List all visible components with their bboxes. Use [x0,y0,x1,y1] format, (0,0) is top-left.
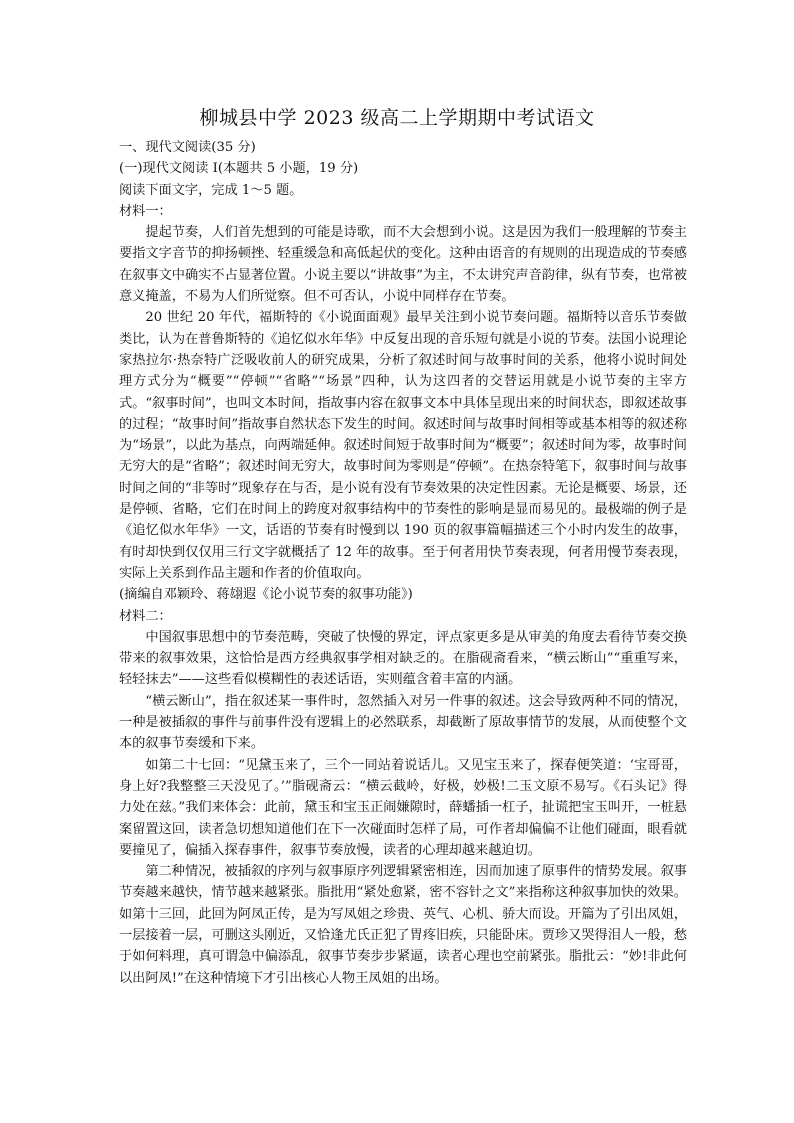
material1-label: 材料一： [119,203,172,219]
subsection-heading: (一)现代文阅读 I(本题共 5 小题，19 分) [119,161,359,177]
material2-paragraph: 如第二十七回：“见黛玉来了，三个一同站着说话儿。又见宝玉来了，探春便笑道：‘宝哥哥，身上好?我整整三天没见了。’”脂砚斋云：“横云截岭，好极，妙极!二玉文原不易写。《石头记》得力处在兹。”我们来体会：此前，黛玉和宝玉正闹嫌隙时，薛蟠插一杠子，扯谎把宝玉叫开，一桩悬案留置这回，读者急切想知道他们在下一次碰面时怎样了局，可作者却偏偏不让他们碰面，眼看就要撞见了，偏插入探春事件，叙事节奏放慢，读者的心理却越来越迫切。 [119,757,687,858]
material1-paragraph: 提起节奏，人们首先想到的可能是诗歌，而不大会想到小说。这是因为我们一般理解的节奏主要指文字音节的抑扬顿挫、轻重缓急和高低起伏的变化。这种由语音的有规则的出现造成的节奏感在叙事文中确实不占显著位置。小说主要以“讲故事”为主，不太讲究声音韵律，纵有节奏，也常被意义掩盖，不易为人们所觉察。但不可否认，小说中同样存在节奏。 [119,225,687,305]
instruction-text: 阅读下面文字，完成 1～5 题。 [119,182,303,198]
material2-paragraph: 中国叙事思想中的节奏范畴，突破了快慢的界定，评点家更多是从审美的角度去看待节奏交换带来的叙事效果，这恰恰是西方经典叙事学相对缺乏的。在脂砚斋看来，“横云断山”“重重写来，轻轻抹去”——这些看似模糊性的表述话语，实则蕴含着丰富的内涵。 [119,629,687,688]
material1-paragraph: 20 世纪 20 年代，福斯特的《小说面面观》最早关注到小说节奏问题。福斯特以音乐节奏做类比，认为在普鲁斯特的《追忆似水年华》中反复出现的音乐短句就是小说的节奏。法国小说理论家热拉尔·热奈特广泛吸收前人的研究成果，分析了叙述时间与故事时间的关系，他将小说时间处理方式分为“概要”“停顿”“省略”“场景”四种，认为这四者的交替运用就是小说节奏的主宰方式。“叙事时间”，也叫文本时间，指故事内容在叙事文本中具体呈现出来的时间状态，即叙述故事的过程；“故事时间”指故事自然状态下发生的时间。叙述时间与故事时间相等或基本相等的叙述称为“场景”，以此为基点，向两端延伸。叙述时间短于故事时间为“概要”；叙述时间为零，故事时间无穷大的是“省略”；叙述时间无穷大，故事时间为零则是“停顿”。在热奈特笔下，叙事时间与故事时间之间的“非等时”现象存在与否，是小说有没有节奏效果的决定性因素。无论是概要、场景，还是停顿、省略，它们在时间上的跨度对叙事结构中的节奏性的影响是显而易见的。最极端的例子是《追忆似水年华》一文，话语的节奏有时慢到以 190 页的叙事篇幅描述三个小时内发生的故事，有时却快到仅仅用三行文字就概括了 12 年的故事。至于何者用快节奏表现，何者用慢节奏表现，实际上关系到作品主题和作者的价值取向。 [119,310,687,581]
material2-paragraph: “横云断山”，指在叙述某一事件时，忽然插入对另一件事的叙述。这会导致两种不同的情况，一种是被插叙的事件与前事件没有逻辑上的必然联系，却截断了原故事情节的发展，从而使整个文本的叙事节奏缓和下来。 [119,693,687,752]
material1-source: (摘编自邓颖玲、蒋翃遐《论小说节奏的叙事功能》) [119,587,413,603]
section-heading: 一、现代文阅读(35 分) [119,140,256,155]
material2-paragraph: 第二种情况，被插叙的序列与叙事原序列逻辑紧密相连，因而加速了原事件的情势发展。叙事节奏越来越快，情节越来越紧张。脂批用“紧处愈紧，密不容针之文”来指称这种叙事加快的效果。如第十三回，此回为阿凤正传，是为写凤姐之珍贵、英气、心机、骄大而设。开篇为了引出凤姐，一层接着一层，可删这头刚近，又恰逢尤氏正犯了胃疼旧疾，只能卧床。贾珍又哭得泪人一般，愁于如何料理，真可谓急中偏添乱，叙事节奏步步紧逼，读者心理也空前紧张。脂批云：“妙!非此何以出阿凤!”在这种情境下才引出核心人物王凤姐的出场。 [119,864,687,986]
material2-label: 材料二： [119,608,172,624]
reading-content [119,137,687,989]
page-title: 柳城县中学 2023 级高二上学期期中考试语文 [199,107,595,129]
